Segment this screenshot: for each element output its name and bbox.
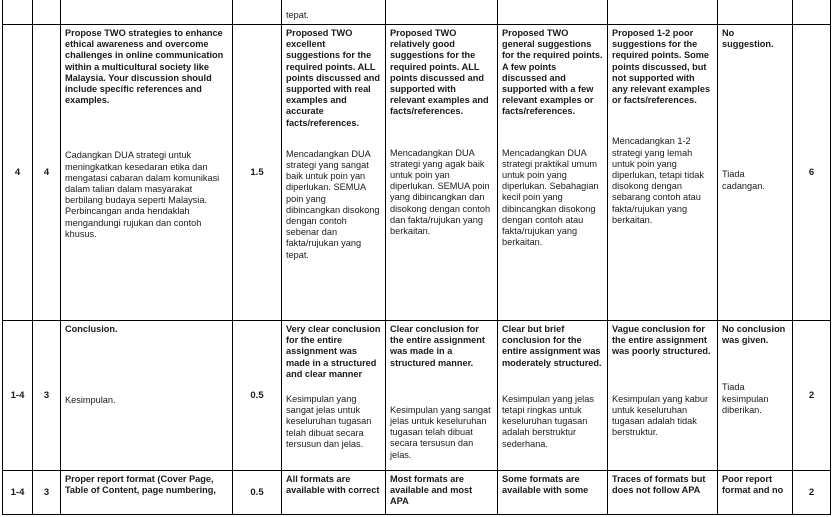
good-malay: Kesimpulan yang sangat jelas untuk keseluruhan tugasan telah dibuat secara tersusun dan jelas.	[390, 404, 491, 460]
excellent-cell	[282, 321, 386, 471]
marks-value: 2	[793, 471, 831, 515]
clo-value: 4	[3, 25, 33, 321]
cell-task	[61, 0, 233, 25]
none-malay: Tiada kesimpulan diberikan.	[722, 382, 769, 415]
fair-english: Some formats are available with some	[502, 474, 589, 496]
good-cell	[386, 471, 498, 515]
cell-none	[718, 0, 793, 25]
plo-value: 3	[33, 321, 61, 471]
none-english: No suggestion.	[722, 28, 774, 50]
cell-plo	[33, 0, 61, 25]
good-english: Clear conclusion for the entire assignment was made in a structured manner.	[390, 324, 485, 368]
excellent-cell	[282, 25, 386, 321]
task-cell	[61, 471, 233, 515]
fair-cell	[498, 25, 608, 321]
poor-english: Traces of formats but does not follow APA	[612, 474, 706, 496]
cell-marks	[793, 0, 831, 25]
excellent-malay: Mencadangkan DUA strategi yang sangat baik untuk poin yan diperlukan. SEMUA poin yang dibincangkan disokong dengan contoh sebenar dan fakta/rujukan yang tepat.	[286, 148, 380, 260]
fair-cell	[498, 321, 608, 471]
marks-value: 6	[793, 25, 831, 321]
poor-cell	[608, 471, 718, 515]
poor-cell	[608, 321, 718, 471]
poor-english: Proposed 1-2 poor suggestions for the required points. Some points discussed, but not supported with any relevant examples or facts/references.	[612, 28, 711, 106]
task-cell	[61, 25, 233, 321]
table-row-top-partial	[3, 0, 831, 25]
good-malay: Mencadangkan DUA strategi yang agak baik untuk poin yan diperlukan. SEMUA poin yang dibincangkan dan disokong dengan contoh dan fakta/rujukan yang berkaitan.	[390, 147, 491, 237]
poor-malay: Kesimpulan yang kabur untuk keseluruhan tugasan adalah tidak berstruktur.	[612, 393, 709, 438]
clo-value: 1-4	[3, 471, 33, 515]
good-cell	[386, 321, 498, 471]
cell-clo	[3, 0, 33, 25]
fair-english: Proposed TWO general suggestions for the required points. A few points discussed and supported with a few relevant examples or facts/references.	[502, 28, 603, 117]
poor-cell	[608, 25, 718, 321]
clo-value: 1-4	[3, 321, 33, 471]
table-row-conclusion	[3, 321, 831, 471]
none-cell	[718, 321, 793, 471]
cell-poor	[608, 0, 718, 25]
excellent-malay: Kesimpulan yang sangat jelas untuk keseluruhan tugasan telah dibuat secara tersusun dan jelas.	[286, 394, 372, 449]
good-english: Most formats are available and most APA	[390, 474, 473, 507]
poor-english: Vague conclusion for the entire assignment was poorly structured.	[612, 324, 711, 357]
cell-good	[386, 0, 498, 25]
weight-value: 0.5	[233, 471, 282, 515]
weight-value: 1.5	[233, 25, 282, 321]
excellent-english: Very clear conclusion for the entire assignment was made in a structured and clear manner	[286, 324, 381, 379]
task-malay: Kesimpulan.	[65, 395, 116, 406]
table-row-format	[3, 471, 831, 515]
none-cell	[718, 471, 793, 515]
weight-value: 0.5	[233, 321, 282, 471]
task-english: Proper report format (Cover Page, Table of Content, page numbering,	[65, 474, 216, 496]
none-english: No conclusion was given.	[722, 324, 786, 346]
tail-text: tepat.	[286, 9, 309, 20]
table-row-strategies	[3, 25, 831, 321]
excellent-english: All formats are available with correct	[286, 474, 380, 496]
fair-cell	[498, 471, 608, 515]
excellent-cell	[282, 471, 386, 515]
excellent-english: Proposed TWO excellent suggestions for the required points. ALL points discussed and supported with real examples and accurate facts/references.	[286, 28, 380, 128]
good-english: Proposed TWO relatively good suggestions for the required points. ALL points discussed and supported with relevant examples and facts/references.	[390, 28, 489, 117]
fair-malay: Kesimpulan yang jelas tetapi ringkas untuk keseluruhan tugasan adalah berstruktur sederhana.	[502, 393, 594, 449]
cell-fair	[498, 0, 608, 25]
none-english: Poor report format and no	[722, 474, 784, 496]
fair-malay: Mencadangkan DUA strategi praktikal umum untuk poin yang diperlukan. Sebahagian kecil poin yang dibincangkan disokong dengan contoh atau fakta/rujukan yang berkaitan.	[502, 147, 599, 248]
task-cell	[61, 321, 233, 471]
fair-english: Clear but brief conclusion for the entire assignment was moderately structured.	[502, 324, 602, 368]
cell-excellent	[282, 0, 386, 25]
plo-value: 3	[33, 471, 61, 515]
marks-value: 2	[793, 321, 831, 471]
poor-malay: Mencadangkan 1-2 strategi yang lemah untuk poin yang diperlukan, tetapi tidak disokong dengan sebarang contoh atau fakta/rujukan yang berkaitan.	[612, 136, 704, 225]
good-cell	[386, 25, 498, 321]
task-english: Propose TWO strategies to enhance ethical awareness and overcome challenges in online communication within a multicultural society like Malaysia. Your discussion should include specific references and examples.	[65, 28, 224, 106]
none-cell	[718, 25, 793, 321]
plo-value: 4	[33, 25, 61, 321]
none-malay: Tiada cadangan.	[722, 169, 765, 191]
task-malay: Cadangkan DUA strategi untuk meningkatkan kesedaran etika dan mengatasi cabaran dalam komunikasi dalam talian dalam masyarakat berbilang budaya seperti Malaysia. Perbincangan anda hendaklah mengandungi rujukan dan contoh khusus.	[65, 150, 220, 239]
cell-weight	[233, 0, 282, 25]
task-english: Conclusion.	[65, 324, 118, 334]
rubric-table	[2, 0, 831, 515]
